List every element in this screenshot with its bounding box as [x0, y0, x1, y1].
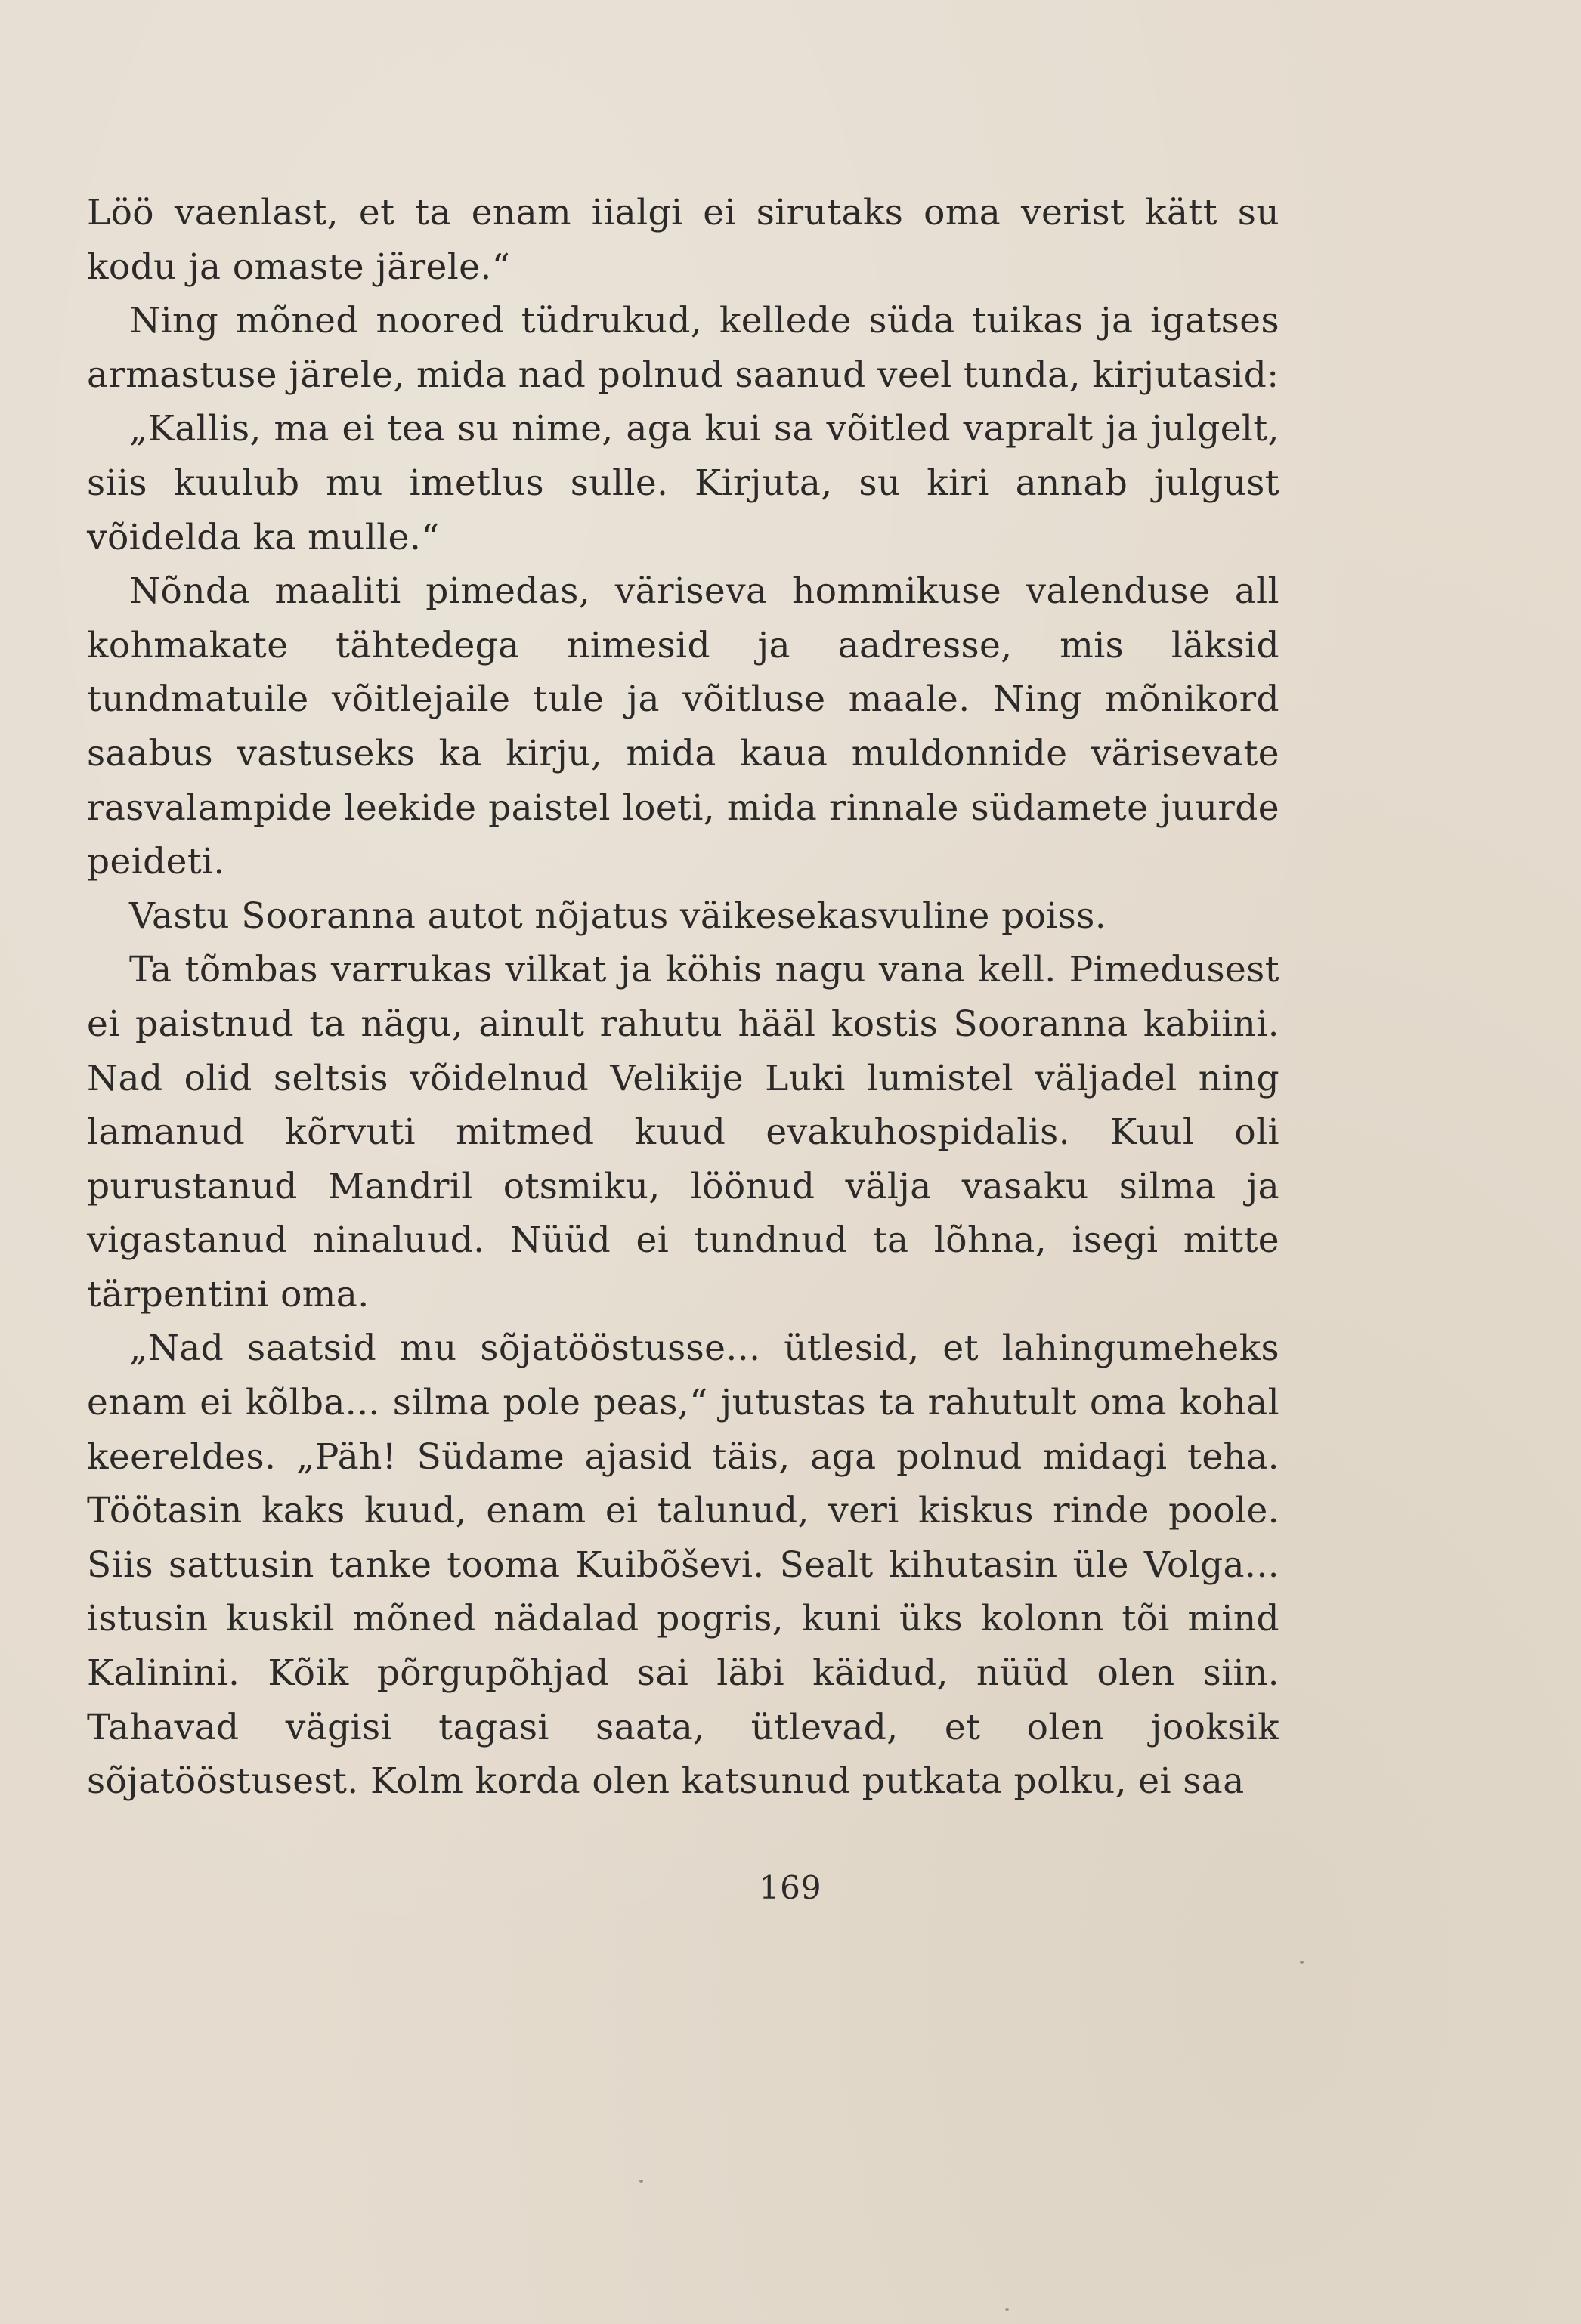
- page-number: 169: [759, 1869, 822, 1906]
- paragraph-5: Vastu Sooranna autot nõjatus väikesekasvuline poiss.: [129, 895, 1107, 937]
- paragraph-2: Ning mõned noored tüdrukud, kellede süda tuikas ja igatses armastuse järele, mida nad polnud saanud veel tunda, kirjutasid:: [87, 300, 1279, 396]
- body-text: [87, 186, 1279, 1809]
- paper-speck: [639, 2180, 643, 2183]
- paragraph-3: „Kallis, ma ei tea su nime, aga kui sa võitled vapralt ja julgelt, siis kuulub mu imetlus sulle. Kirjuta, su kiri annab julgust võidelda ka mulle.“: [87, 408, 1279, 558]
- paragraph-4: Nõnda maaliti pimedas, väriseva hommikuse valenduse all kohmakate tähtedega nimesid ja aadresse, mis läksid tundmatuile võitlejaile tule ja võitluse maale. Ning mõnikord saabus vastuseks ka kirju, mida kaua muldonnide värisevate rasvalampide leekide paistel loeti, mida rinnale südamete juurde peideti.: [87, 570, 1279, 883]
- paragraph-6: Ta tõmbas varrukas vilkat ja köhis nagu vana kell. Pimedusest ei paistnud ta nägu, ainult rahutu hääl kostis Sooranna kabiini. Nad olid seltsis võidelnud Velikije Luki lumistel väljadel ning lamanud kõrvuti mitmed kuud evakuhospidalis. Kuul oli purustanud Mandril otsmiku, löönud välja vasaku silma ja vigastanud ninaluud. Nüüd ei tundnud ta lõhna, isegi mitte tärpentini oma.: [87, 949, 1279, 1315]
- paper-speck: [1005, 2308, 1009, 2311]
- paragraph-7: „Nad saatsid mu sõjatööstusse... ütlesid, et lahingumeheks enam ei kõlba... silma pole peas,“ jutustas ta rahutult oma kohal keereldes. „Päh! Südame ajasid täis, aga polnud midagi teha. Töötasin kaks kuud, enam ei talunud, veri kiskus rinde poole. Siis sattusin tanke tooma Kuibõševi. Sealt kihutasin üle Volga... istusin kuskil mõned nädalad pogris, kuni üks kolonn tõi mind Kalinini. Kõik põrgupõhjad sai läbi käidud, nüüd olen siin. Tahavad vägisi tagasi saata, ütlevad, et olen jooksik sõjatööstusest. Kolm korda olen katsunud putkata polku, ei saa: [87, 1327, 1279, 1803]
- paragraph-1: Löö vaenlast, et ta enam iialgi ei sirutaks oma verist kätt su kodu ja omaste järele.“: [87, 192, 1279, 288]
- paper-speck: [1300, 1961, 1304, 1964]
